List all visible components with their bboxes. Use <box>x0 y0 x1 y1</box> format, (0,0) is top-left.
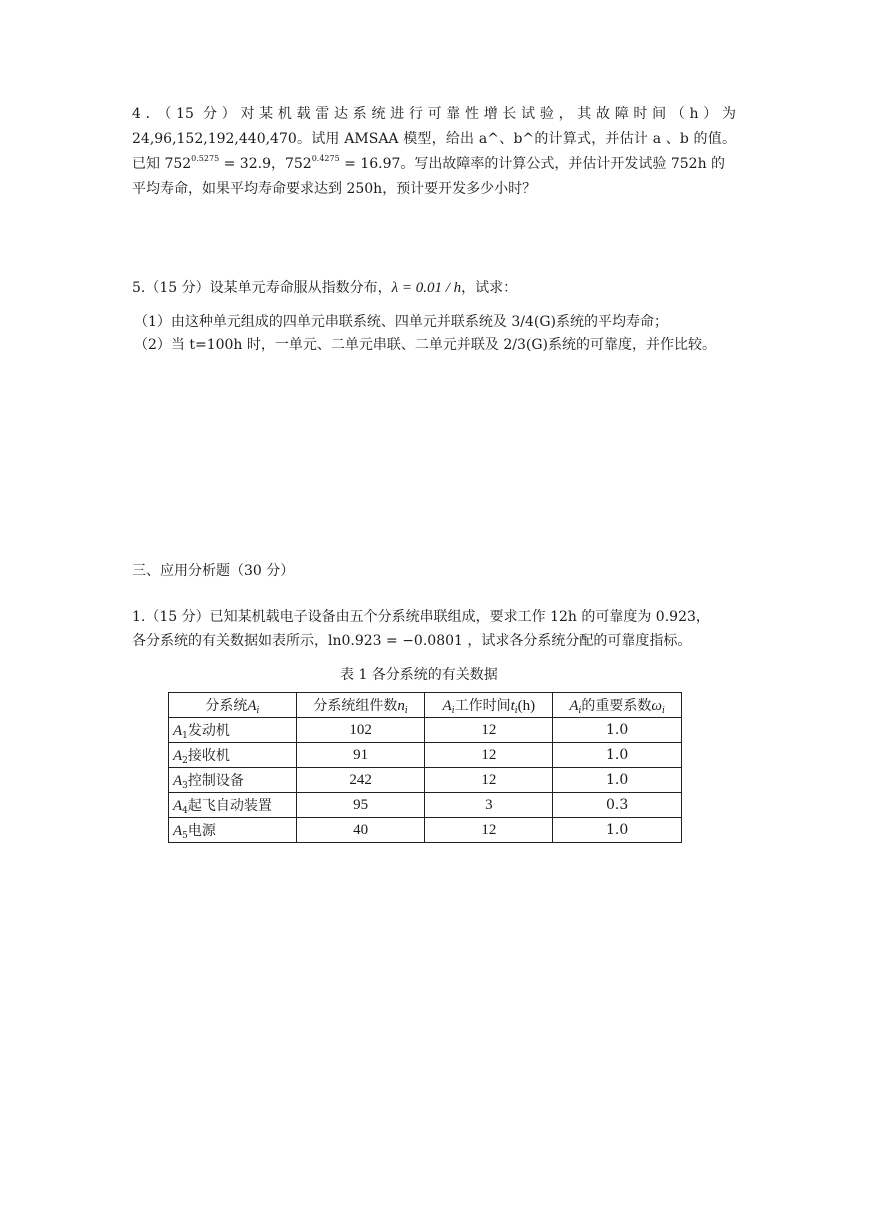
table-header-row <box>169 693 682 718</box>
q5-item-2: （2）当 t=100h 时，一单元、二单元串联、二单元并联及 2/3(G)系统的可靠度，并作比较。 <box>134 337 716 353</box>
subsystem-sub: 1 <box>182 731 188 741</box>
subsystem-var: A <box>173 798 183 814</box>
q4-line-4: 平均寿命，如果平均寿命要求达到 250h，预计要开发多少小时？ <box>132 181 537 197</box>
section-title: 三、应用分析题（30 分） <box>132 563 295 579</box>
cell-time: 12 <box>425 718 553 743</box>
q4-line-2: 24,96,152,192,440,470。试用 AMSAA 模型，给出 a^、b^的计算式，并估计 a 、b 的值。 <box>132 131 736 147</box>
header-time-var: A <box>442 698 452 714</box>
subsystem-table <box>168 692 682 843</box>
header-importance-sub: i <box>578 706 582 716</box>
cell-importance: 1.0 <box>553 743 682 768</box>
cell-time: 12 <box>425 768 553 793</box>
q4-line-3 <box>132 154 725 174</box>
cell-count: 91 <box>296 743 425 768</box>
table-row <box>169 793 682 818</box>
header-importance-sub2: i <box>662 706 665 716</box>
cell-importance: 1.0 <box>553 818 682 843</box>
q4-equation-1: = 32.9，752 <box>219 156 312 172</box>
header-importance-var2: ω <box>651 698 662 714</box>
header-time-sub2: i <box>514 706 518 716</box>
header-time-text: 工作时间 <box>454 698 511 714</box>
subsystem-name: 控制设备 <box>187 773 244 789</box>
q4-exponent-1: 0.5275 <box>191 154 220 163</box>
q5-line-1-prefix: 5.（15 分）设某单元寿命服从指数分布， <box>132 280 392 296</box>
table-row <box>169 768 682 793</box>
cell-time: 3 <box>425 793 553 818</box>
q4-equation-2: = 16.97。写出故障率的计算公式，并估计开发试验 752h 的 <box>339 156 726 172</box>
subsystem-var: A <box>173 723 183 739</box>
subsystem-var: A <box>173 748 183 764</box>
q5-line-1 <box>132 278 517 298</box>
q5-formula: λ = 0.01 / h <box>391 280 462 296</box>
subsystem-sub: 5 <box>182 831 188 841</box>
subsystem-name: 起飞自动装置 <box>187 798 272 814</box>
table-row <box>169 818 682 843</box>
header-subsystem-text: 分系统 <box>205 698 248 714</box>
q1-line-1: 1.（15 分）已知某机载电子设备由五个分系统串联组成，要求工作 12h 的可靠度为 0.923， <box>132 609 710 625</box>
q4-exponent-2: 0.4275 <box>311 154 340 163</box>
header-time-sub: i <box>451 706 455 716</box>
header-work-time <box>425 693 553 718</box>
cell-subsystem <box>169 743 297 768</box>
table-caption: 表 1 各分系统的有关数据 <box>340 667 498 683</box>
cell-importance: 0.3 <box>553 793 682 818</box>
header-time-var2: t <box>510 698 515 714</box>
cell-importance: 1.0 <box>553 768 682 793</box>
q1-line-2: 各分系统的有关数据如表所示，ln0.923 = −0.0801 ，试求各分系统分配的可靠度指标。 <box>132 633 692 649</box>
subsystem-sub: 2 <box>182 756 188 766</box>
header-subsystem-sub: i <box>256 706 260 716</box>
q4-line-3-prefix: 已知 752 <box>132 156 192 172</box>
cell-count: 95 <box>296 793 425 818</box>
cell-count: 102 <box>296 718 425 743</box>
table-row <box>169 743 682 768</box>
table-row <box>169 718 682 743</box>
q5-line-1-suffix: ，试求： <box>461 280 518 296</box>
subsystem-name: 电源 <box>187 823 216 839</box>
header-importance <box>553 693 682 718</box>
subsystem-name: 接收机 <box>187 748 230 764</box>
header-count-var: n <box>397 698 405 714</box>
header-importance-var: A <box>569 698 579 714</box>
header-importance-text: 的重要系数 <box>581 698 652 714</box>
header-subsystem-var: A <box>247 698 257 714</box>
subsystem-var: A <box>173 773 183 789</box>
header-component-count <box>296 693 425 718</box>
header-subsystem <box>169 693 297 718</box>
q4-line-1: 4．（15 分）对某机载雷达系统进行可靠性增长试验，其故障时间（h）为 <box>132 106 736 122</box>
header-time-unit: (h) <box>517 698 536 714</box>
cell-subsystem <box>169 818 297 843</box>
cell-count: 242 <box>296 768 425 793</box>
cell-count: 40 <box>296 818 425 843</box>
subsystem-sub: 3 <box>182 781 188 791</box>
q5-item-1: （1）由这种单元组成的四单元串联系统、四单元并联系统及 3/4(G)系统的平均寿命； <box>134 314 668 330</box>
header-count-sub: i <box>404 706 408 716</box>
cell-time: 12 <box>425 818 553 843</box>
cell-subsystem <box>169 718 297 743</box>
header-count-text: 分系统组件数 <box>313 698 398 714</box>
cell-time: 12 <box>425 743 553 768</box>
subsystem-sub: 4 <box>182 806 188 816</box>
cell-subsystem <box>169 793 297 818</box>
cell-subsystem <box>169 768 297 793</box>
cell-importance: 1.0 <box>553 718 682 743</box>
subsystem-var: A <box>173 823 183 839</box>
subsystem-name: 发动机 <box>187 723 230 739</box>
